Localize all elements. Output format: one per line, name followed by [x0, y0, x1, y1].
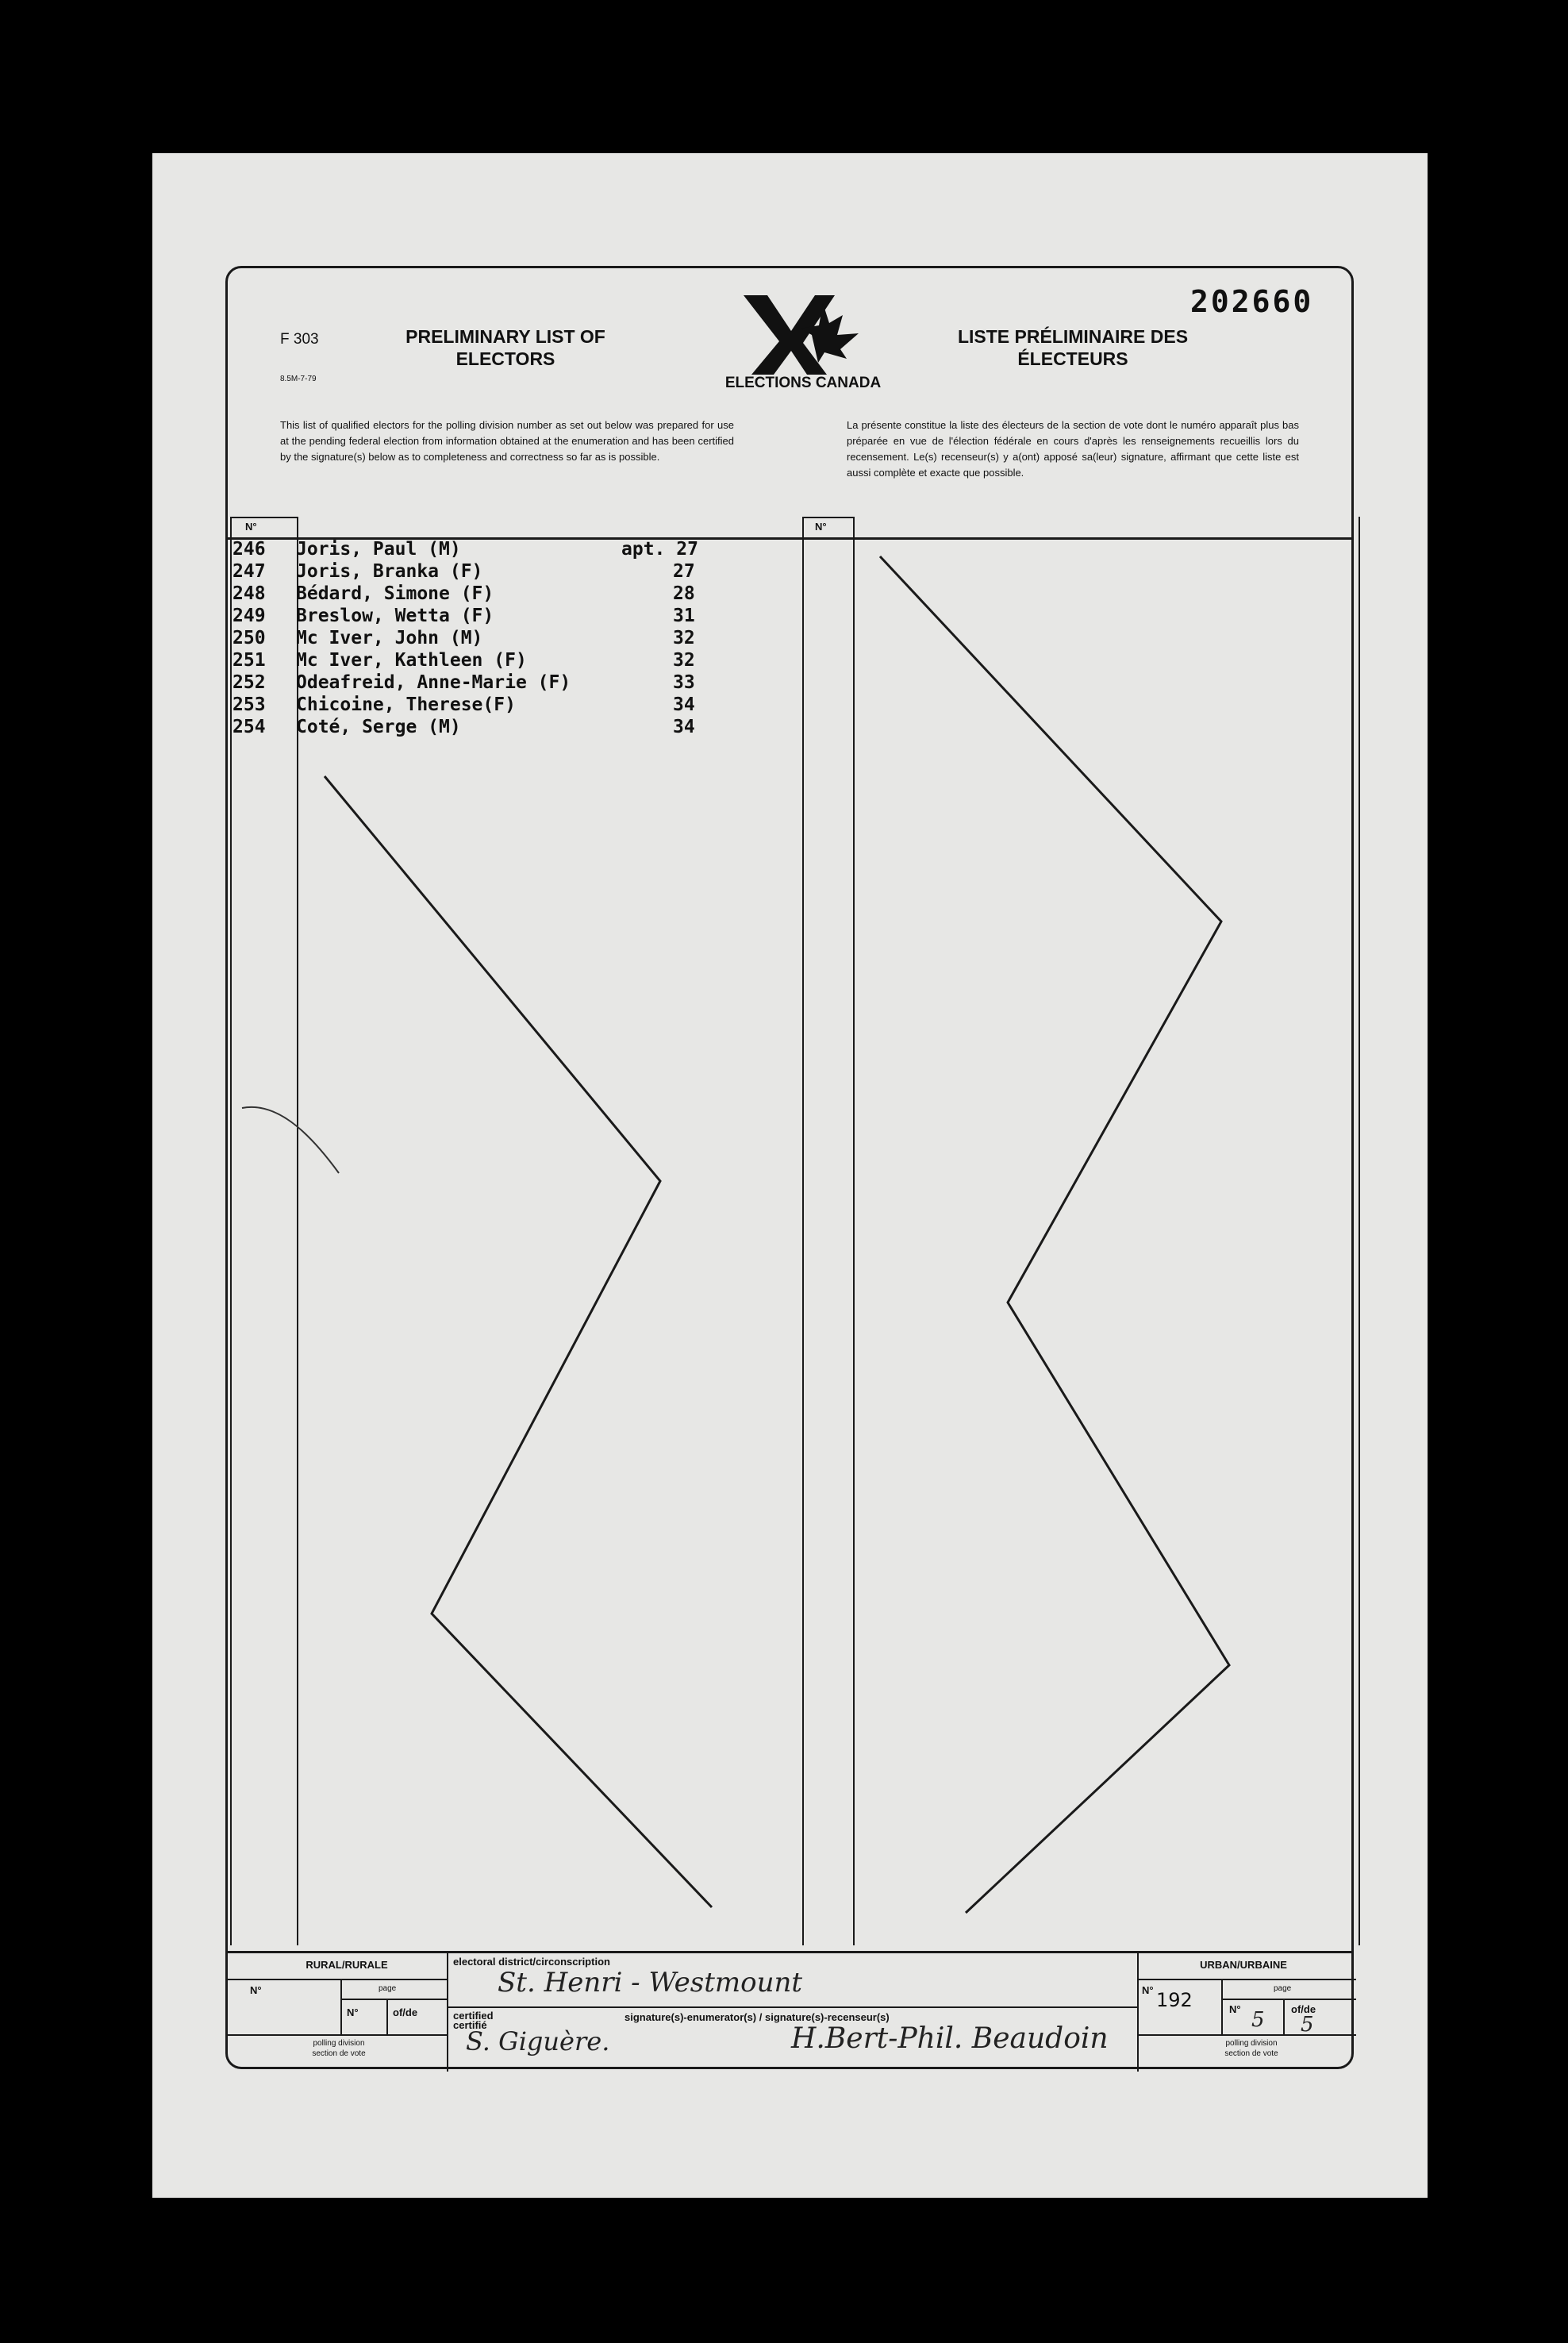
urban-rule-v2 — [1283, 1999, 1285, 2034]
intro-french: La présente constitue la liste des électeurs de la section de vote dont le numéro apparaît plus bas préparée en vue de l'élection fédérale en cours d'après les renseignements recueillis lors du recensement. Le(s) recenseur(s) y a(ont) apposé sa(leur) signature, affirmant que cette liste est aussi complète et exacte que possible. — [847, 419, 1299, 479]
right-number-header: N° — [815, 521, 827, 533]
rural-of-label: of/de — [393, 2006, 418, 2018]
title-french: LISTE PRÉLIMINAIRE DES ÉLECTEURS — [957, 326, 1189, 369]
elector-name: Mc Iver, Kathleen (F) — [296, 650, 527, 671]
urban-rule-1 — [1137, 1979, 1356, 1980]
right-zigzag-line — [880, 556, 1229, 1913]
urban-rule-2 — [1221, 1999, 1356, 2000]
urban-rule-3 — [1137, 2034, 1356, 2036]
rural-label: RURAL/RURALE — [306, 1959, 388, 1971]
right-edge-rule — [1359, 517, 1360, 1945]
rural-no-label: N° — [250, 1984, 262, 1996]
elector-number: 252 — [233, 672, 266, 693]
elector-name: Chicoine, Therese(F) — [296, 694, 516, 715]
rural-rule-v1 — [340, 1979, 342, 2034]
rural-rule-2 — [340, 1999, 447, 2000]
urban-label: URBAN/URBAINE — [1200, 1959, 1287, 1971]
urban-polling-label: polling division section de vote — [1224, 2039, 1278, 2058]
elector-address: apt. 27 — [621, 539, 698, 560]
rural-page-label: page — [379, 1984, 397, 1993]
certified-by-signature: S. Giguère. — [466, 2026, 610, 2056]
rural-block-right-rule — [447, 1951, 448, 2072]
elector-number: 251 — [233, 650, 266, 671]
district-rule — [447, 2006, 1137, 2008]
urban-no-label: N° — [1142, 1984, 1154, 1996]
elector-number: 250 — [233, 628, 266, 648]
elector-name: Joris, Branka (F) — [296, 561, 483, 582]
elector-number: 246 — [233, 539, 266, 560]
form-sheet — [152, 153, 1428, 2198]
serial-number: 202660 — [1190, 284, 1314, 319]
rural-rule-1 — [228, 1979, 447, 1980]
rural-polling-label: polling division section de vote — [312, 2039, 366, 2058]
footer-top-rule — [228, 1951, 1351, 1953]
elector-name: Odeafreid, Anne-Marie (F) — [296, 672, 571, 693]
logo-caption: ELECTIONS CANADA — [724, 375, 882, 391]
elector-address: 31 — [673, 606, 695, 626]
left-number-header: N° — [245, 521, 257, 533]
urban-page-label: page — [1274, 1984, 1292, 1993]
left-zigzag-line — [325, 776, 712, 1907]
urban-page-value: 5 — [1251, 2008, 1265, 2032]
urban-rule-v1 — [1221, 1979, 1223, 2034]
urban-block-left-rule — [1137, 1951, 1139, 2072]
elector-address: 33 — [673, 672, 695, 693]
rural-rule-3 — [228, 2034, 447, 2036]
urban-page-no-label: N° — [1229, 2003, 1241, 2015]
elector-name: Coté, Serge (M) — [296, 717, 461, 737]
elector-number: 253 — [233, 694, 266, 715]
elector-name: Breslow, Wetta (F) — [296, 606, 494, 626]
elector-address: 34 — [673, 717, 695, 737]
elector-number: 247 — [233, 561, 266, 582]
elector-address: 32 — [673, 628, 695, 648]
district-label: electoral district/circonscription — [453, 1956, 610, 1968]
stray-pen-mark — [242, 1107, 339, 1173]
certified-label: certified certifié — [453, 2010, 494, 2031]
urban-polling-number: 192 — [1156, 1989, 1193, 2011]
title-english: PRELIMINARY LIST OF ELECTORS — [405, 326, 605, 369]
rural-page-no-label: N° — [347, 2006, 359, 2018]
elector-address: 27 — [673, 561, 695, 582]
form-code: F 303 — [280, 331, 319, 348]
rural-rule-v2 — [386, 1999, 388, 2034]
elector-number: 248 — [233, 583, 266, 604]
urban-of-value: 5 — [1301, 2013, 1314, 2037]
elector-name: Joris, Paul (M) — [296, 539, 461, 560]
form-frame — [225, 266, 1354, 2069]
intro-english: This list of qualified electors for the polling division number as set out below was prepared for use at the pending federal election from information obtained at the enumeration and has been certified by the signature(s) below as to completeness and correctness so far as is possible. — [280, 419, 734, 463]
signature-label: signature(s)-enumerator(s) / signature(s)-recenseur(s) — [625, 2011, 890, 2023]
elector-address: 28 — [673, 583, 695, 604]
elector-number: 249 — [233, 606, 266, 626]
enumerator-signatures: H.Bert-Phil. Beaudoin — [791, 2022, 1109, 2055]
elector-name: Bédard, Simone (F) — [296, 583, 494, 604]
elector-name: Mc Iver, John (M) — [296, 628, 483, 648]
urban-of-label: of/de — [1291, 2003, 1316, 2015]
print-code: 8.5M-7-79 — [280, 375, 317, 383]
cancellation-marks — [228, 268, 1356, 2072]
elector-address: 32 — [673, 650, 695, 671]
district-value: St. Henri - Westmount — [498, 1967, 803, 1999]
elector-number: 254 — [233, 717, 266, 737]
elector-address: 34 — [673, 694, 695, 715]
